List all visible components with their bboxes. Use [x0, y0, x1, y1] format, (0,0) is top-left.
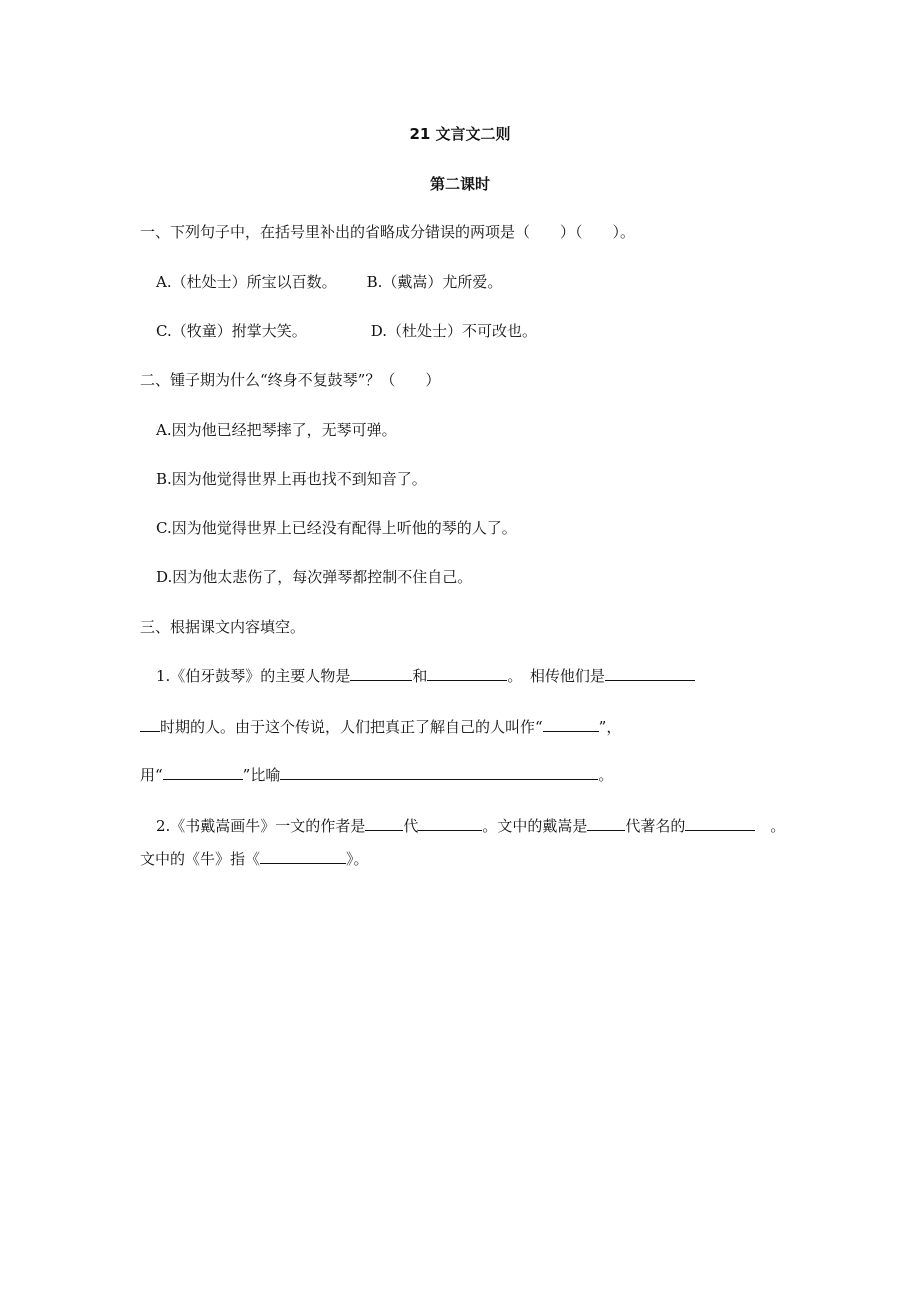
question-3-item-2-line-1: [156, 816, 785, 836]
q3-1-text-c: 。 相传他们是: [507, 667, 605, 685]
question-1-options-cd: [156, 321, 537, 341]
q3-2-text-d: 代著名的: [625, 817, 686, 835]
question-3-item-1-line-1: [156, 666, 695, 686]
fill-blank-painting-name[interactable]: [260, 849, 346, 864]
q3-1-text-e: ”，: [598, 718, 622, 736]
question-3-stem: 三、根据课文内容填空。: [140, 618, 306, 636]
question-1-option-b[interactable]: B.（戴嵩）尤所爱。: [366, 273, 503, 291]
fill-blank-daisong-profession[interactable]: [685, 816, 755, 831]
q3-1-text-f: 用“: [140, 766, 163, 784]
q3-2-text-c: 。文中的戴嵩是: [482, 817, 588, 835]
question-1-option-c[interactable]: C.（牧童）拊掌大笑。: [156, 322, 307, 340]
fill-blank-meaning[interactable]: [280, 765, 598, 780]
question-1-option-a[interactable]: A.（杜处士）所宝以百数。: [156, 273, 337, 291]
q3-2-text-e: 。: [755, 817, 786, 835]
fill-blank-term[interactable]: [543, 717, 599, 732]
question-3-item-1-line-2: [140, 717, 621, 737]
fill-blank-character-1[interactable]: [350, 666, 412, 681]
q3-1-text-b: 和: [412, 667, 428, 685]
fill-blank-author-dynasty[interactable]: [365, 816, 403, 831]
question-2-option-d[interactable]: D.因为他太悲伤了，每次弹琴都控制不住自己。: [156, 568, 473, 586]
question-2-option-a[interactable]: A.因为他已经把琴摔了，无琴可弹。: [156, 421, 397, 439]
q3-1-text-d: 时期的人。由于这个传说，人们把真正了解自己的人叫作“: [160, 718, 543, 736]
fill-blank-era-part-1[interactable]: [605, 666, 695, 681]
question-2-stem: 二、锺子期为什么“终身不复鼓琴”？（ ）: [140, 371, 441, 389]
q3-2-text-g: 》。: [346, 850, 369, 868]
q3-1-text-g: ”比喻: [242, 766, 281, 784]
q3-1-text-a: 1.《伯牙鼓琴》的主要人物是: [156, 667, 351, 685]
q3-2-text-a: 2.《书戴嵩画牛》一文的作者是: [156, 817, 366, 835]
question-3-item-2-line-2: [140, 849, 369, 869]
q3-1-text-h: 。: [598, 766, 614, 784]
fill-blank-author[interactable]: [418, 816, 482, 831]
q3-2-text-b: 代: [403, 817, 419, 835]
fill-blank-idiom[interactable]: [163, 765, 243, 780]
lesson-subtitle: 第二课时: [429, 175, 490, 193]
question-3-item-1-line-3: [140, 765, 613, 785]
lesson-title: 21 文言文二则: [409, 125, 511, 143]
fill-blank-character-2[interactable]: [427, 666, 507, 681]
fill-blank-daisong-dynasty[interactable]: [587, 816, 625, 831]
question-2-option-b[interactable]: B.因为他觉得世界上再也找不到知音了。: [156, 470, 427, 488]
question-1-stem: 一、下列句子中，在括号里补出的省略成分错误的两项是（ ）（ ）。: [140, 223, 636, 241]
question-1-options-ab: [156, 272, 502, 292]
question-1-option-d[interactable]: D.（杜处士）不可改也。: [370, 322, 537, 340]
question-2-option-c[interactable]: C.因为他觉得世界上已经没有配得上听他的琴的人了。: [156, 519, 517, 537]
q3-2-text-f: 文中的《牛》指《: [140, 850, 261, 868]
fill-blank-era-part-2[interactable]: [140, 717, 160, 732]
